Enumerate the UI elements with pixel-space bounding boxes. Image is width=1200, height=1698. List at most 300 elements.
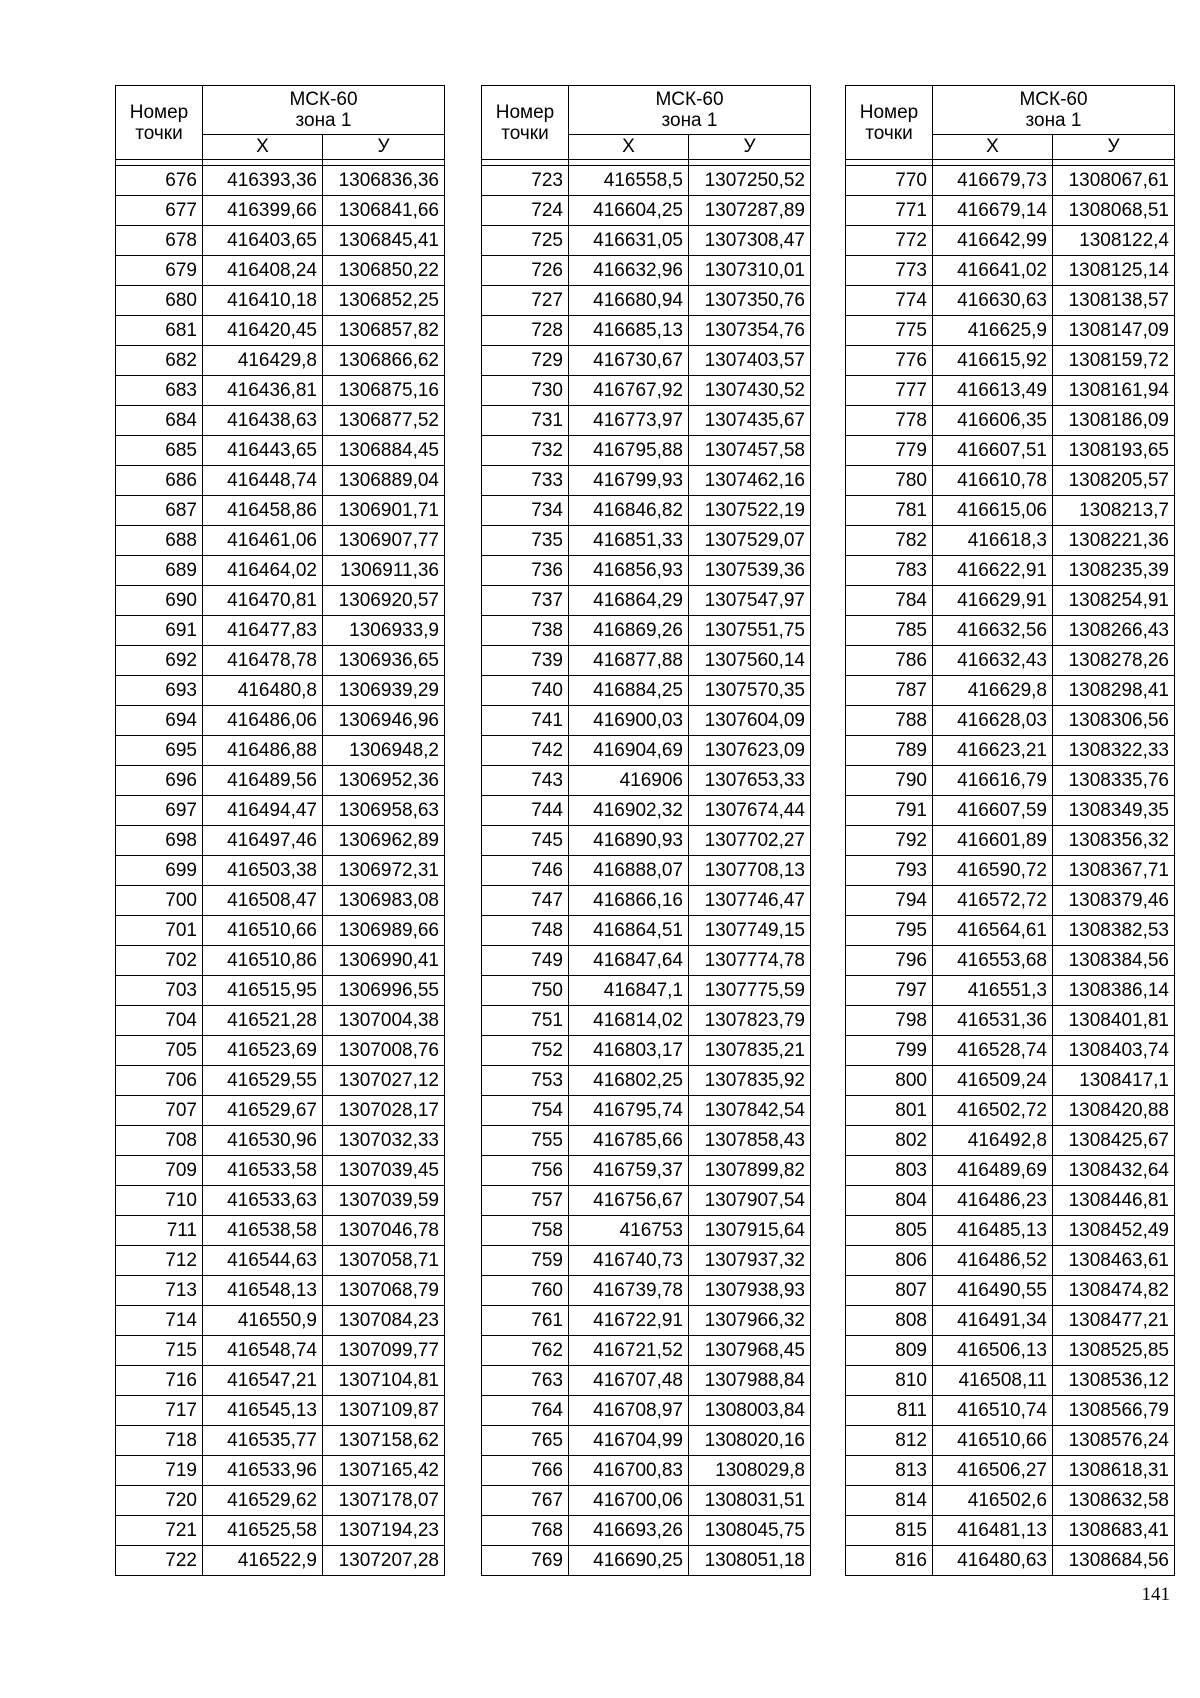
point-number-cell: 738 [482, 616, 569, 646]
x-header: Х [933, 135, 1053, 160]
x-coordinate-cell: 416502,6 [933, 1486, 1053, 1516]
point-number-cell: 743 [482, 766, 569, 796]
x-coordinate-cell: 416902,32 [569, 796, 689, 826]
y-coordinate-cell: 1307529,07 [689, 526, 811, 556]
y-coordinate-cell: 1306962,89 [323, 826, 445, 856]
table-row [482, 1426, 811, 1456]
table-row [116, 526, 445, 556]
x-coordinate-cell: 416722,91 [569, 1306, 689, 1336]
point-number-cell: 701 [116, 916, 203, 946]
table-row [116, 1126, 445, 1156]
table-row [846, 1366, 1175, 1396]
table-row [482, 256, 811, 286]
point-number-cell: 728 [482, 316, 569, 346]
point-number-cell: 780 [846, 466, 933, 496]
y-coordinate-cell: 1308446,81 [1053, 1186, 1175, 1216]
point-number-cell: 757 [482, 1186, 569, 1216]
point-number-cell: 814 [846, 1486, 933, 1516]
point-number-cell: 772 [846, 226, 933, 256]
table-row [482, 796, 811, 826]
x-coordinate-cell: 416491,34 [933, 1306, 1053, 1336]
table-row [846, 976, 1175, 1006]
point-number-cell: 783 [846, 556, 933, 586]
y-coordinate-cell: 1307653,33 [689, 766, 811, 796]
table-row [846, 166, 1175, 196]
point-number-cell: 732 [482, 436, 569, 466]
y-coordinate-cell: 1308403,74 [1053, 1036, 1175, 1066]
x-coordinate-cell: 416523,69 [203, 1036, 323, 1066]
table-row [846, 1036, 1175, 1066]
y-header: У [1053, 135, 1175, 160]
x-coordinate-cell: 416795,74 [569, 1096, 689, 1126]
y-coordinate-cell: 1308477,21 [1053, 1306, 1175, 1336]
point-number-cell: 800 [846, 1066, 933, 1096]
x-coordinate-cell: 416403,65 [203, 226, 323, 256]
y-coordinate-cell: 1307915,64 [689, 1216, 811, 1246]
x-coordinate-cell: 416685,13 [569, 316, 689, 346]
x-coordinate-cell: 416478,78 [203, 646, 323, 676]
point-number-cell: 740 [482, 676, 569, 706]
point-number-cell: 725 [482, 226, 569, 256]
table-row [846, 466, 1175, 496]
table-row [846, 1456, 1175, 1486]
x-coordinate-cell: 416642,99 [933, 226, 1053, 256]
table-row [846, 526, 1175, 556]
coordinates-table-3 [845, 85, 1175, 1576]
y-coordinate-cell: 1308213,7 [1053, 496, 1175, 526]
y-coordinate-cell: 1307310,01 [689, 256, 811, 286]
point-number-cell: 713 [116, 1276, 203, 1306]
table-row [846, 826, 1175, 856]
table-row [116, 1546, 445, 1576]
point-number-cell: 797 [846, 976, 933, 1006]
x-coordinate-cell: 416847,1 [569, 976, 689, 1006]
coordinate-system-header [569, 86, 811, 135]
point-number-cell: 789 [846, 736, 933, 766]
table-row [482, 226, 811, 256]
y-coordinate-cell: 1307749,15 [689, 916, 811, 946]
x-header: Х [203, 135, 323, 160]
point-number-cell: 729 [482, 346, 569, 376]
x-coordinate-cell: 416558,5 [569, 166, 689, 196]
y-coordinate-cell: 1308254,91 [1053, 586, 1175, 616]
point-number-cell: 704 [116, 1006, 203, 1036]
point-number-cell: 718 [116, 1426, 203, 1456]
x-coordinate-cell: 416631,05 [569, 226, 689, 256]
x-coordinate-cell: 416623,21 [933, 736, 1053, 766]
x-coordinate-cell: 416436,81 [203, 376, 323, 406]
table-row [482, 526, 811, 556]
point-number-cell: 792 [846, 826, 933, 856]
y-coordinate-cell: 1308379,46 [1053, 886, 1175, 916]
point-number-cell: 724 [482, 196, 569, 226]
table-row [116, 946, 445, 976]
point-number-cell: 690 [116, 586, 203, 616]
point-number-cell: 775 [846, 316, 933, 346]
point-number-cell: 737 [482, 586, 569, 616]
y-coordinate-cell: 1307937,32 [689, 1246, 811, 1276]
point-number-cell: 699 [116, 856, 203, 886]
point-number-cell: 763 [482, 1366, 569, 1396]
y-coordinate-cell: 1307560,14 [689, 646, 811, 676]
table-row [116, 1306, 445, 1336]
x-coordinate-cell: 416877,88 [569, 646, 689, 676]
point-number-cell: 683 [116, 376, 203, 406]
y-coordinate-cell: 1307039,59 [323, 1186, 445, 1216]
point-number-cell: 770 [846, 166, 933, 196]
table-row [846, 436, 1175, 466]
point-number-cell: 812 [846, 1426, 933, 1456]
y-coordinate-cell: 1308566,79 [1053, 1396, 1175, 1426]
point-number-cell: 778 [846, 406, 933, 436]
x-coordinate-cell: 416856,93 [569, 556, 689, 586]
point-number-cell: 758 [482, 1216, 569, 1246]
x-coordinate-cell: 416497,46 [203, 826, 323, 856]
point-number-cell: 784 [846, 586, 933, 616]
point-number-cell: 717 [116, 1396, 203, 1426]
point-number-cell: 745 [482, 826, 569, 856]
y-coordinate-cell: 1307775,59 [689, 976, 811, 1006]
table-row [482, 646, 811, 676]
x-coordinate-cell: 416548,74 [203, 1336, 323, 1366]
point-number-cell: 749 [482, 946, 569, 976]
y-coordinate-cell: 1306857,82 [323, 316, 445, 346]
point-number-cell: 719 [116, 1456, 203, 1486]
x-coordinate-cell: 416502,72 [933, 1096, 1053, 1126]
point-number-cell: 682 [116, 346, 203, 376]
table-row [482, 1036, 811, 1066]
table-row [846, 946, 1175, 976]
x-coordinate-cell: 416888,07 [569, 856, 689, 886]
table-body [846, 166, 1175, 1576]
y-coordinate-cell: 1307702,27 [689, 826, 811, 856]
table-row [846, 1096, 1175, 1126]
x-coordinate-cell: 416756,67 [569, 1186, 689, 1216]
y-coordinate-cell: 1307462,16 [689, 466, 811, 496]
table-row [116, 976, 445, 1006]
table-row [846, 1276, 1175, 1306]
point-number-cell: 767 [482, 1486, 569, 1516]
x-coordinate-cell: 416530,96 [203, 1126, 323, 1156]
point-number-cell: 747 [482, 886, 569, 916]
y-coordinate-cell: 1307287,89 [689, 196, 811, 226]
y-coordinate-cell: 1308356,32 [1053, 826, 1175, 856]
x-coordinate-cell: 416420,45 [203, 316, 323, 346]
point-number-cell: 676 [116, 166, 203, 196]
table-row [846, 646, 1175, 676]
table-row [482, 436, 811, 466]
x-coordinate-cell: 416700,06 [569, 1486, 689, 1516]
table-body [116, 166, 445, 1576]
table-row [482, 766, 811, 796]
y-coordinate-cell: 1308147,09 [1053, 316, 1175, 346]
point-number-cell: 693 [116, 676, 203, 706]
table-row [846, 1546, 1175, 1576]
x-coordinate-cell: 416610,78 [933, 466, 1053, 496]
table-row [846, 1246, 1175, 1276]
table-row [116, 1366, 445, 1396]
table-row [482, 586, 811, 616]
y-coordinate-cell: 1307435,67 [689, 406, 811, 436]
x-coordinate-cell: 416785,66 [569, 1126, 689, 1156]
coordinate-system-header [933, 86, 1175, 135]
table-row [846, 496, 1175, 526]
zone-name: зона 1 [661, 110, 718, 131]
point-number-cell: 786 [846, 646, 933, 676]
x-coordinate-cell: 416632,56 [933, 616, 1053, 646]
y-coordinate-cell: 1306875,16 [323, 376, 445, 406]
point-number-cell: 815 [846, 1516, 933, 1546]
y-coordinate-cell: 1308425,67 [1053, 1126, 1175, 1156]
system-name: МСК-60 [655, 89, 724, 110]
y-coordinate-cell: 1308045,75 [689, 1516, 811, 1546]
x-coordinate-cell: 416538,58 [203, 1216, 323, 1246]
x-coordinate-cell: 416851,33 [569, 526, 689, 556]
table-row [482, 196, 811, 226]
y-coordinate-cell: 1307027,12 [323, 1066, 445, 1096]
x-coordinate-cell: 416739,78 [569, 1276, 689, 1306]
point-number-cell: 777 [846, 376, 933, 406]
x-coordinate-cell: 416481,13 [933, 1516, 1053, 1546]
y-coordinate-cell: 1308684,56 [1053, 1546, 1175, 1576]
coordinates-table-2 [481, 85, 811, 1576]
point-number-cell: 773 [846, 256, 933, 286]
x-coordinate-cell: 416533,58 [203, 1156, 323, 1186]
table-row [482, 826, 811, 856]
y-coordinate-cell: 1308029,8 [689, 1456, 811, 1486]
point-number-cell: 736 [482, 556, 569, 586]
x-coordinate-cell: 416721,52 [569, 1336, 689, 1366]
point-number-cell: 755 [482, 1126, 569, 1156]
y-coordinate-cell: 1308452,49 [1053, 1216, 1175, 1246]
y-coordinate-cell: 1306845,41 [323, 226, 445, 256]
x-coordinate-cell: 416630,63 [933, 286, 1053, 316]
y-coordinate-cell: 1307570,35 [689, 676, 811, 706]
x-coordinate-cell: 416795,88 [569, 436, 689, 466]
point-number-cell: 791 [846, 796, 933, 826]
x-coordinate-cell: 416680,94 [569, 286, 689, 316]
y-coordinate-cell: 1307966,32 [689, 1306, 811, 1336]
x-coordinate-cell: 416510,66 [933, 1426, 1053, 1456]
y-coordinate-cell: 1307746,47 [689, 886, 811, 916]
table-row [846, 616, 1175, 646]
y-coordinate-cell: 1307058,71 [323, 1246, 445, 1276]
point-number-cell: 803 [846, 1156, 933, 1186]
point-number-cell: 802 [846, 1126, 933, 1156]
table-row [116, 856, 445, 886]
table-row [846, 1486, 1175, 1516]
y-coordinate-cell: 1307835,21 [689, 1036, 811, 1066]
point-number-cell: 809 [846, 1336, 933, 1366]
x-coordinate-cell: 416410,18 [203, 286, 323, 316]
y-coordinate-cell: 1308186,09 [1053, 406, 1175, 436]
point-number-cell: 805 [846, 1216, 933, 1246]
x-coordinate-cell: 416625,9 [933, 316, 1053, 346]
y-coordinate-cell: 1307539,36 [689, 556, 811, 586]
x-coordinate-cell: 416461,06 [203, 526, 323, 556]
x-coordinate-cell: 416606,35 [933, 406, 1053, 436]
x-coordinate-cell: 416408,24 [203, 256, 323, 286]
y-coordinate-cell: 1307039,45 [323, 1156, 445, 1186]
table-row [482, 1336, 811, 1366]
table-row [482, 466, 811, 496]
table-row [846, 1516, 1175, 1546]
x-coordinate-cell: 416629,91 [933, 586, 1053, 616]
y-coordinate-cell: 1308417,1 [1053, 1066, 1175, 1096]
y-coordinate-cell: 1308020,16 [689, 1426, 811, 1456]
point-number-header: Номер точки [482, 86, 569, 160]
point-number-header: Номер точки [846, 86, 933, 160]
table-row [116, 1336, 445, 1366]
x-coordinate-cell: 416506,27 [933, 1456, 1053, 1486]
y-coordinate-cell: 1306866,62 [323, 346, 445, 376]
table-row [116, 1006, 445, 1036]
x-coordinate-cell: 416533,63 [203, 1186, 323, 1216]
y-coordinate-cell: 1307968,45 [689, 1336, 811, 1366]
table-row [116, 196, 445, 226]
point-number-cell: 691 [116, 616, 203, 646]
y-coordinate-cell: 1307354,76 [689, 316, 811, 346]
y-coordinate-cell: 1307046,78 [323, 1216, 445, 1246]
y-coordinate-cell: 1307004,38 [323, 1006, 445, 1036]
y-coordinate-cell: 1308618,31 [1053, 1456, 1175, 1486]
y-coordinate-cell: 1308432,64 [1053, 1156, 1175, 1186]
y-coordinate-cell: 1306990,41 [323, 946, 445, 976]
x-coordinate-cell: 416847,64 [569, 946, 689, 976]
point-number-cell: 753 [482, 1066, 569, 1096]
point-number-cell: 765 [482, 1426, 569, 1456]
point-number-cell: 698 [116, 826, 203, 856]
y-coordinate-cell: 1308031,51 [689, 1486, 811, 1516]
y-coordinate-cell: 1308401,81 [1053, 1006, 1175, 1036]
table-row [846, 1336, 1175, 1366]
point-number-cell: 760 [482, 1276, 569, 1306]
y-coordinate-cell: 1308322,33 [1053, 736, 1175, 766]
y-coordinate-cell: 1308335,76 [1053, 766, 1175, 796]
point-number-cell: 769 [482, 1546, 569, 1576]
table-row [846, 376, 1175, 406]
x-coordinate-cell: 416572,72 [933, 886, 1053, 916]
point-number-cell: 694 [116, 706, 203, 736]
y-coordinate-cell: 1308683,41 [1053, 1516, 1175, 1546]
point-number-cell: 708 [116, 1126, 203, 1156]
x-coordinate-cell: 416492,8 [933, 1126, 1053, 1156]
y-coordinate-cell: 1308576,24 [1053, 1426, 1175, 1456]
table-row [482, 1186, 811, 1216]
x-coordinate-cell: 416814,02 [569, 1006, 689, 1036]
table-row [482, 946, 811, 976]
x-coordinate-cell: 416508,47 [203, 886, 323, 916]
x-coordinate-cell: 416690,25 [569, 1546, 689, 1576]
y-coordinate-cell: 1307842,54 [689, 1096, 811, 1126]
y-coordinate-cell: 1308420,88 [1053, 1096, 1175, 1126]
point-number-cell: 735 [482, 526, 569, 556]
table-row [846, 1426, 1175, 1456]
x-coordinate-cell: 416884,25 [569, 676, 689, 706]
point-number-cell: 808 [846, 1306, 933, 1336]
point-number-cell: 796 [846, 946, 933, 976]
y-coordinate-cell: 1307308,47 [689, 226, 811, 256]
table-row [846, 1306, 1175, 1336]
y-coordinate-cell: 1308278,26 [1053, 646, 1175, 676]
y-coordinate-cell: 1307938,93 [689, 1276, 811, 1306]
x-coordinate-cell: 416399,66 [203, 196, 323, 226]
x-coordinate-cell: 416693,26 [569, 1516, 689, 1546]
table-row [116, 826, 445, 856]
point-number-cell: 727 [482, 286, 569, 316]
x-coordinate-cell: 416632,43 [933, 646, 1053, 676]
table-row [846, 346, 1175, 376]
point-number-cell: 714 [116, 1306, 203, 1336]
table-row [116, 1216, 445, 1246]
y-coordinate-cell: 1307109,87 [323, 1396, 445, 1426]
table-row [482, 556, 811, 586]
point-number-header: Номер точки [116, 86, 203, 160]
y-coordinate-cell: 1306877,52 [323, 406, 445, 436]
y-coordinate-cell: 1306936,65 [323, 646, 445, 676]
x-coordinate-cell: 416618,3 [933, 526, 1053, 556]
y-coordinate-cell: 1308632,58 [1053, 1486, 1175, 1516]
x-coordinate-cell: 416525,58 [203, 1516, 323, 1546]
table-row [846, 706, 1175, 736]
table-row [482, 976, 811, 1006]
y-coordinate-cell: 1308003,84 [689, 1396, 811, 1426]
y-coordinate-cell: 1306958,63 [323, 796, 445, 826]
y-coordinate-cell: 1308205,57 [1053, 466, 1175, 496]
point-number-cell: 771 [846, 196, 933, 226]
point-number-cell: 733 [482, 466, 569, 496]
table-row [116, 646, 445, 676]
table-row [116, 736, 445, 766]
x-coordinate-cell: 416753 [569, 1216, 689, 1246]
y-coordinate-cell: 1306836,36 [323, 166, 445, 196]
y-coordinate-cell: 1308536,12 [1053, 1366, 1175, 1396]
y-coordinate-cell: 1306989,66 [323, 916, 445, 946]
point-number-cell: 751 [482, 1006, 569, 1036]
y-coordinate-cell: 1307104,81 [323, 1366, 445, 1396]
table-row [116, 556, 445, 586]
y-coordinate-cell: 1308266,43 [1053, 616, 1175, 646]
y-coordinate-cell: 1306889,04 [323, 466, 445, 496]
point-number-cell: 813 [846, 1456, 933, 1486]
table-row [846, 1396, 1175, 1426]
table-row [846, 256, 1175, 286]
x-coordinate-cell: 416629,8 [933, 676, 1053, 706]
table-row [846, 226, 1175, 256]
table-row [482, 496, 811, 526]
y-coordinate-cell: 1308067,61 [1053, 166, 1175, 196]
y-coordinate-cell: 1306841,66 [323, 196, 445, 226]
table-row [116, 1276, 445, 1306]
point-number-cell: 715 [116, 1336, 203, 1366]
table-row [482, 1126, 811, 1156]
table-row [482, 316, 811, 346]
point-number-cell: 776 [846, 346, 933, 376]
table-row [116, 166, 445, 196]
x-coordinate-cell: 416480,63 [933, 1546, 1053, 1576]
point-number-cell: 685 [116, 436, 203, 466]
zone-name: зона 1 [1025, 110, 1082, 131]
y-coordinate-cell: 1307858,43 [689, 1126, 811, 1156]
x-coordinate-cell: 416494,47 [203, 796, 323, 826]
x-coordinate-cell: 416490,55 [933, 1276, 1053, 1306]
table-row [846, 586, 1175, 616]
x-coordinate-cell: 416510,66 [203, 916, 323, 946]
point-number-cell: 774 [846, 286, 933, 316]
point-number-cell: 804 [846, 1186, 933, 1216]
point-number-cell: 768 [482, 1516, 569, 1546]
x-coordinate-cell: 416890,93 [569, 826, 689, 856]
